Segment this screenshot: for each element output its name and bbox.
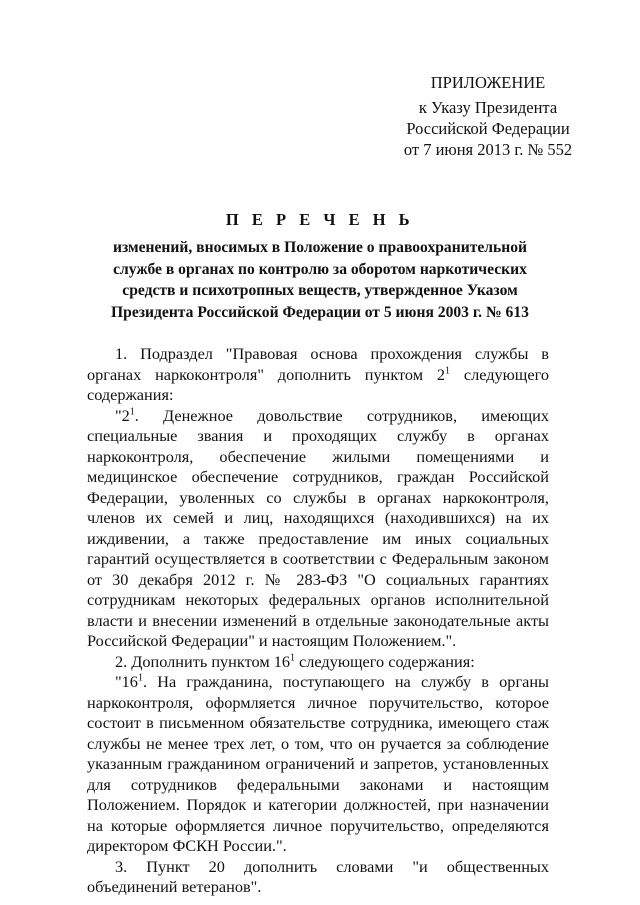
document-subtitle: [96, 237, 544, 323]
paragraph-text: "2: [115, 405, 130, 425]
superscript: 1: [137, 672, 143, 684]
subtitle-line: изменений, вносимых в Положение о правоохранительной: [112, 239, 528, 256]
superscript: 1: [289, 652, 295, 664]
superscript: 1: [445, 365, 451, 377]
document-title: П Е Р Е Ч Е Н Ь: [225, 210, 415, 229]
paragraph-text: . На гражданина, поступающего на службу в органы наркоконтроля, оформляется личное поручительство, которое состоит в письменном обязательстве сотрудника, имеющего стаж службы не менее трех лет, о том, что он ручается за соблюдение указанным гражданином ограничений и запретов, установленных для сотрудников федеральными законами и настоящим Положением. Порядок и категории должностей, при назначении на которые оформляется личное поручительство, определяются директором ФСКН России.".: [87, 672, 549, 855]
subtitle-line: Президента Российской Федерации от 5 июня 2003 г. № 613: [111, 303, 529, 321]
paragraph-text: . Денежное довольствие сотрудников, имеющих специальные звания и проходящих службу в органах наркоконтроля, обеспечение жилыми помещениями и медицинское обеспечение сотрудников, граждан Российской Федерации, уволенных со службы в органах наркоконтроля, членов их семей и лиц, находящихся (находившихся) на их иждивении, а также предоставление им иных социальных гарантий осуществляется в соответствии с Федеральным законом от 30 декабря 2012 г. № 283-ФЗ "О социальных гарантиях сотрудникам некоторых федеральных органов исполнительной власти и внесении изменений в отдельные законодательные акты Российской Федерации" и настоящим Положением.".: [87, 405, 549, 650]
paragraph-item-3: 3. Пункт 20 дополнить словами "и общественных объединений ветеранов".: [87, 856, 549, 896]
paragraph-item-1: [87, 344, 549, 406]
paragraph-item-2: [87, 652, 549, 673]
paragraph-text: следующего содержания:: [294, 651, 475, 671]
appendix-line: от 7 июня 2013 г. № 552: [403, 140, 573, 159]
paragraph-text: 2. Дополнить пунктом 16: [115, 651, 290, 671]
appendix-line: Российской Федерации: [406, 119, 570, 138]
paragraph-quote-2-1: [87, 406, 549, 652]
appendix-header: [388, 72, 588, 160]
paragraph-text: 1. Подраздел "Правовая основа прохождения службы в органах наркоконтроля" дополнить пунктом 2: [87, 344, 549, 384]
paragraph-text: следующего содержания:: [87, 364, 549, 404]
subtitle-line: средств и психотропных веществ, утвержденное Указом: [122, 282, 518, 299]
subtitle-line: службе в органах по контролю за оборотом наркотических: [113, 260, 527, 278]
superscript: 1: [129, 406, 135, 418]
paragraph-quote-16-1: [87, 672, 549, 857]
document-body: [87, 344, 549, 898]
paragraph-text: "16: [115, 672, 138, 691]
appendix-line: к Указу Президента: [418, 98, 558, 117]
appendix-title: ПРИЛОЖЕНИЕ: [430, 73, 546, 92]
